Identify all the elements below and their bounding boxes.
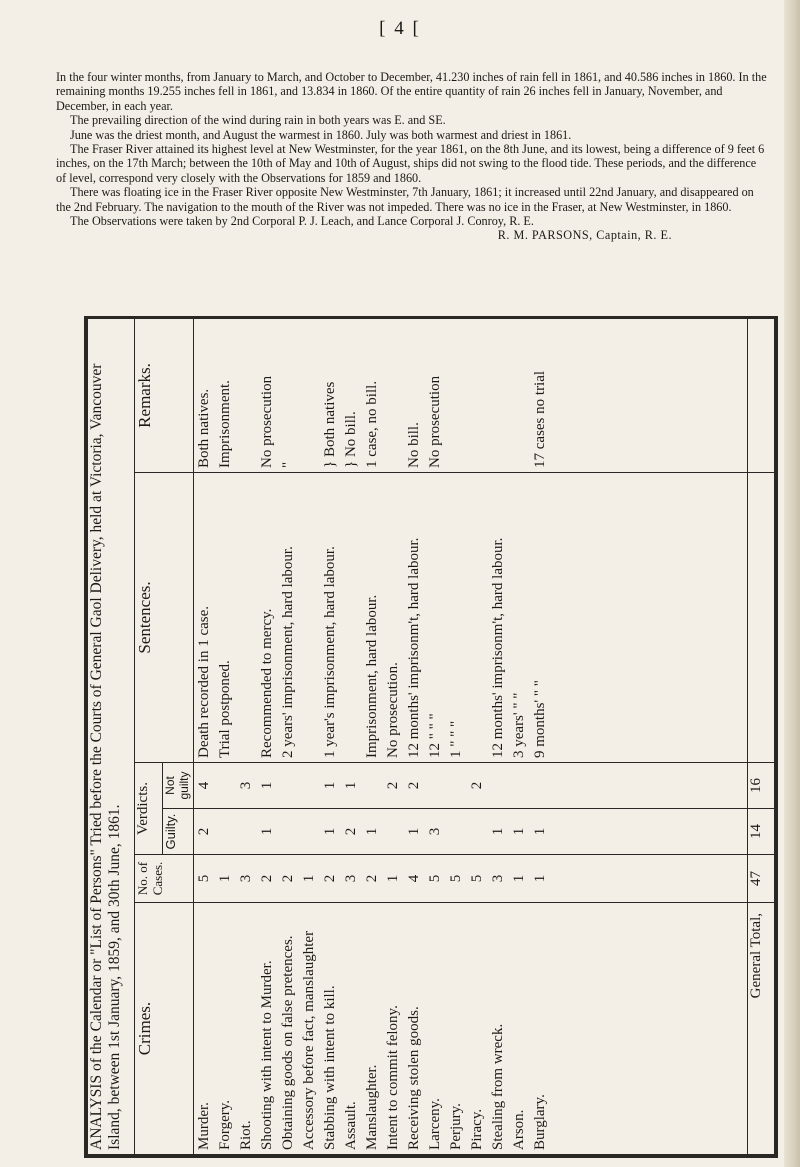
not-guilty-cell: 2	[469, 781, 485, 790]
crime-cell: Receiving stolen goods.	[406, 1006, 422, 1150]
header-guilty: Guilty.	[163, 809, 194, 855]
guilty-cell: 1	[364, 827, 380, 836]
guilty-column	[194, 809, 748, 855]
guilty-cell: 1	[511, 827, 527, 836]
table-caption: ANALYSIS of the Calendar or "List of Persons" Tried before the Courts of General Gaol Delivery, held at Victoria, Vancouver Island, between 1st January, 1859, and 30th June, 1861.	[88, 318, 135, 1154]
crime-cell: Murder.	[196, 1102, 212, 1150]
crime-cell: Perjury.	[448, 1103, 464, 1150]
header-verdicts: Verdicts.	[135, 763, 163, 855]
total-sentences-blank	[748, 473, 775, 763]
guilty-cell	[383, 813, 404, 850]
not-guilty-cell	[278, 767, 299, 804]
not-guilty-cell	[425, 767, 446, 804]
paragraph-floating-ice: There was floating ice in the Fraser River opposite New Westminster, 7th January, 1861; it increased until 22nd January, and disappeared on the 2nd February. The navigation to the mouth of the River was not impeded. There was no ice in the Fraser, at New Westminster, in 1860.	[56, 185, 754, 214]
header-crimes: Crimes.	[135, 903, 194, 1155]
guilty-cell	[467, 813, 488, 850]
remark-cell: } Both natives	[322, 381, 338, 468]
cases-cell: 5	[469, 874, 485, 883]
guilty-cell	[278, 813, 299, 850]
cases-cell: 1	[301, 874, 317, 883]
sentence-cell	[299, 477, 320, 758]
table-header-row	[135, 318, 163, 1154]
crime-cell: Riot.	[238, 1120, 254, 1150]
cases-column	[194, 855, 748, 903]
cases-cell: 4	[406, 874, 422, 883]
sentence-cell: Recommended to mercy.	[259, 608, 275, 758]
crime-cell: Forgery.	[217, 1100, 233, 1150]
analysis-table	[87, 318, 775, 1155]
sentence-cell	[467, 477, 488, 758]
analysis-table-rotated	[87, 319, 775, 1155]
crime-cell: Piracy.	[469, 1108, 485, 1150]
guilty-cell	[236, 813, 257, 850]
not-guilty-cell	[362, 767, 383, 804]
crime-cell: Stealing from wreck.	[490, 1023, 506, 1150]
remark-cell	[509, 323, 530, 468]
remark-cell	[383, 323, 404, 468]
sentence-cell: Trial postponed.	[217, 660, 233, 758]
sentences-list	[194, 477, 551, 758]
remark-cell: 1 case, no bill.	[364, 380, 380, 468]
signature: R. M. PARSONS, Captain, R. E.	[497, 228, 672, 243]
not-guilty-cell	[299, 767, 320, 804]
remarks-list	[194, 323, 551, 468]
cases-cell: 2	[364, 874, 380, 883]
sentence-cell: 12 " " "	[427, 713, 443, 758]
not-guilty-cell	[509, 767, 530, 804]
remark-cell: Imprisonment.	[217, 380, 233, 468]
remark-cell: Both natives.	[196, 388, 212, 468]
not-guilty-cell	[488, 767, 509, 804]
crime-cell: Obtaining goods on false pretences.	[280, 935, 296, 1150]
total-guilty: 14	[748, 809, 775, 855]
not-guilty-cell: 3	[238, 781, 254, 790]
not-guilty-cell	[446, 767, 467, 804]
sentence-cell: 3 years' " "	[511, 692, 527, 758]
guilty-cell	[215, 813, 236, 850]
cases-cell: 2	[280, 874, 296, 883]
crime-cell: Assault.	[343, 1101, 359, 1150]
total-label: General Total,	[748, 903, 775, 1155]
not-guilty-cell: 2	[385, 781, 401, 790]
cases-cell: 5	[427, 874, 443, 883]
crime-cell: Shooting with intent to Murder.	[259, 960, 275, 1150]
total-remarks-blank	[748, 318, 775, 472]
guilty-cell: 2	[343, 827, 359, 836]
crimes-column	[194, 903, 748, 1155]
guilty-cell: 1	[532, 827, 548, 836]
guilty-cell	[446, 813, 467, 850]
crime-cell: Manslaughter.	[364, 1064, 380, 1150]
cases-cell: 5	[196, 874, 212, 883]
guilty-cell: 1	[490, 827, 506, 836]
sentence-cell: 2 years' imprisonment, hard labour.	[280, 546, 296, 758]
remark-cell	[446, 323, 467, 468]
not-guilty-column	[194, 763, 748, 809]
not-guilty-cell	[530, 767, 551, 804]
sentence-cell: 12 months' imprisonm't, hard labour.	[406, 537, 422, 758]
cases-list	[194, 859, 551, 898]
remark-cell	[467, 323, 488, 468]
sentence-cell	[341, 477, 362, 758]
cases-cell: 1	[385, 874, 401, 883]
crimes-list	[194, 907, 551, 1150]
not-guilty-cell: 4	[196, 781, 212, 790]
sentence-cell: Imprisonment, hard labour.	[364, 594, 380, 758]
header-remarks: Remarks.	[135, 318, 194, 472]
crime-cell: Burglary.	[532, 1094, 548, 1150]
remark-cell	[488, 323, 509, 468]
crime-cell: Intent to commit felony.	[385, 1005, 401, 1150]
remark-cell: No prosecution	[259, 375, 275, 468]
not-guilty-cell	[215, 767, 236, 804]
cases-cell: 3	[490, 874, 506, 883]
not-guilty-cell: 1	[343, 781, 359, 790]
remark-cell: "	[280, 461, 296, 468]
guilty-cell: 2	[196, 827, 212, 836]
sentence-cell: No prosecution.	[385, 662, 401, 758]
paragraph-observers: The Observations were taken by 2nd Corporal P. J. Leach, and Lance Corporal J. Conroy, R. E.	[70, 214, 534, 229]
guilty-list	[194, 813, 551, 850]
header-not-guilty: Not guilty	[163, 763, 194, 809]
cases-cell: 5	[448, 874, 464, 883]
guilty-cell: 1	[259, 827, 275, 836]
header-cases: No. of Cases.	[135, 855, 194, 903]
header-sentences: Sentences.	[135, 473, 194, 763]
report-text	[56, 70, 768, 243]
paragraph-wind: The prevailing direction of the wind during rain in both years was E. and SE.	[70, 113, 446, 128]
crime-cell: Accessory before fact, manslaughter	[301, 930, 317, 1150]
table-caption-row	[88, 318, 135, 1154]
total-cases: 47	[748, 855, 775, 903]
page-number: [ 4 [	[379, 18, 421, 39]
cases-cell: 3	[238, 874, 254, 883]
total-row	[748, 318, 775, 1154]
crime-cell: Larceny.	[427, 1098, 443, 1150]
cases-cell: 2	[322, 874, 338, 883]
guilty-cell: 3	[427, 827, 443, 836]
page-edge	[784, 0, 800, 1167]
remark-cell	[236, 323, 257, 468]
sentence-cell: 1 year's imprisonment, hard labour.	[322, 546, 338, 758]
remark-cell	[299, 323, 320, 468]
cases-cell: 1	[511, 874, 527, 883]
guilty-cell: 1	[322, 827, 338, 836]
paragraph-rainfall: In the four winter months, from January to March, and October to December, 41.230 inches of rain fell in 1861, and 40.586 inches in 1860. In the remaining months 19.255 inches fell in 1861, and 13.834 in 1860. Of the entire quantity of rain 26 inches fell in January, November, and December, in each year.	[56, 70, 767, 113]
not-guilty-cell: 1	[259, 781, 275, 790]
sentence-cell: Death recorded in 1 case.	[196, 605, 212, 758]
guilty-cell: 1	[406, 827, 422, 836]
paragraph-fraser-level: The Fraser River attained its highest level at New Westminster, for the year 1861, on the 8th June, and its lowest, being a difference of 9 feet 6 inches, on the 17th March; between the 10th of May and 10th of August, ships did not swing to the flood tide. These periods, and the difference of level, correspond very closely with the Observations for 1859 and 1860.	[56, 142, 765, 185]
cases-cell: 1	[217, 874, 233, 883]
not-guilty-list	[194, 767, 551, 804]
analysis-table-frame	[84, 316, 778, 1158]
remark-cell: No bill.	[406, 422, 422, 468]
cases-cell: 2	[259, 874, 275, 883]
paragraph-driest-month: June was the driest month, and August the warmest in 1860. July was both warmest and driest in 1861.	[70, 127, 572, 142]
guilty-cell	[299, 813, 320, 850]
crime-cell: Arson.	[511, 1109, 527, 1150]
sentence-cell: 1 " " "	[448, 720, 464, 758]
sentence-cell	[236, 477, 257, 758]
total-not-guilty: 16	[748, 763, 775, 809]
remark-cell: 17 cases no trial	[532, 370, 548, 468]
crime-cell: Stabbing with intent to kill.	[322, 985, 338, 1150]
sentences-column	[194, 473, 748, 763]
remark-cell: } No bill.	[343, 411, 359, 468]
remark-cell: No prosecution	[427, 375, 443, 468]
sentence-cell: 9 months' " "	[532, 680, 548, 758]
cases-cell: 1	[532, 874, 548, 883]
cases-cell: 3	[343, 874, 359, 883]
sentence-cell: 12 months' imprisonm't, hard labour.	[490, 537, 506, 758]
not-guilty-cell: 1	[322, 781, 338, 790]
not-guilty-cell: 2	[406, 781, 422, 790]
remarks-column	[194, 318, 748, 472]
table-body-row	[194, 318, 748, 1154]
